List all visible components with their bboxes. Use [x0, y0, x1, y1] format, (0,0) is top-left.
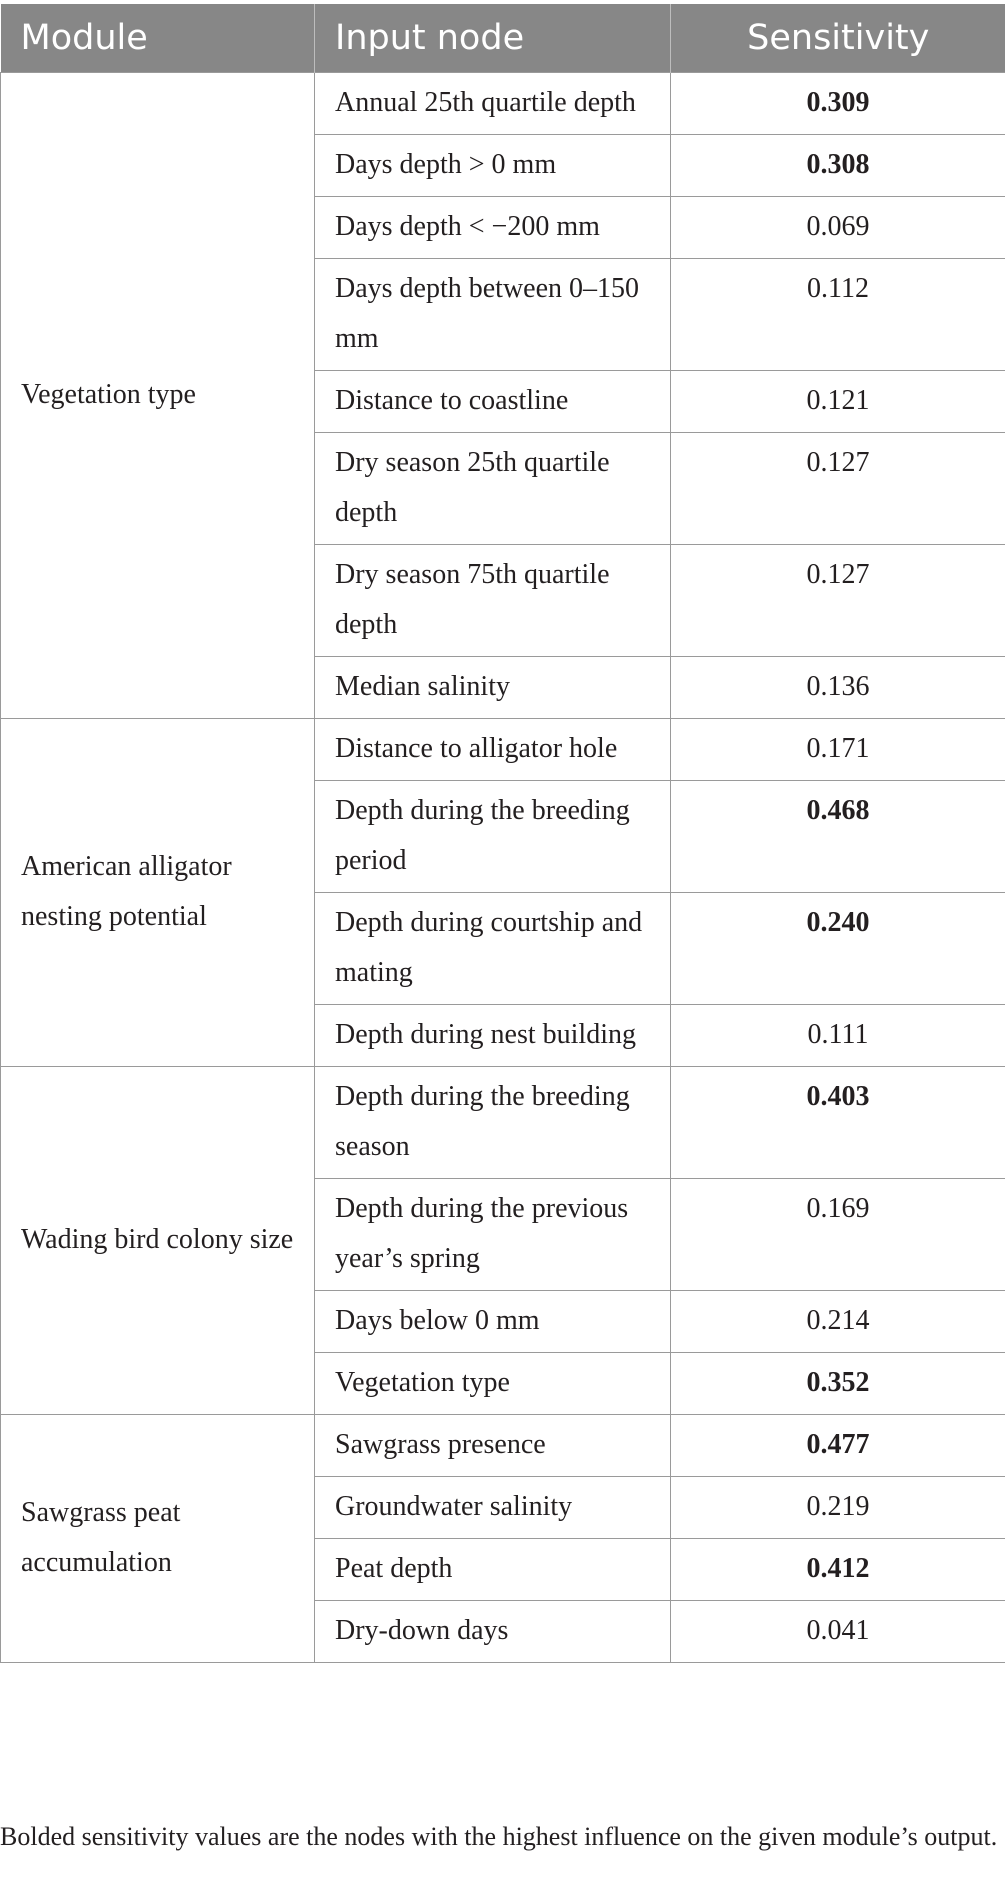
input-node-cell: Distance to alligator hole — [315, 719, 671, 781]
header-sensitivity: Sensitivity — [671, 4, 1005, 73]
sensitivity-table — [0, 4, 1005, 1663]
sensitivity-cell: 0.468 — [671, 781, 1005, 893]
sensitivity-cell: 0.309 — [671, 73, 1005, 135]
table-row — [1, 1415, 1005, 1477]
table-header-row — [1, 4, 1005, 73]
input-node-cell: Median salinity — [315, 657, 671, 719]
input-node-cell: Peat depth — [315, 1539, 671, 1601]
sensitivity-cell: 0.127 — [671, 545, 1005, 657]
input-node-cell: Days below 0 mm — [315, 1291, 671, 1353]
input-node-cell: Annual 25th quartile depth — [315, 73, 671, 135]
sensitivity-cell: 0.127 — [671, 433, 1005, 545]
input-node-cell: Sawgrass presence — [315, 1415, 671, 1477]
input-node-cell: Dry season 25th quartile depth — [315, 433, 671, 545]
sensitivity-cell: 0.412 — [671, 1539, 1005, 1601]
input-node-cell: Dry-down days — [315, 1601, 671, 1663]
input-node-cell: Days depth between 0–150 mm — [315, 259, 671, 371]
sensitivity-cell: 0.112 — [671, 259, 1005, 371]
input-node-cell: Depth during the breeding period — [315, 781, 671, 893]
sensitivity-cell: 0.352 — [671, 1353, 1005, 1415]
input-node-cell: Distance to coastline — [315, 371, 671, 433]
input-node-cell: Depth during the previous year’s spring — [315, 1179, 671, 1291]
header-input-node: Input node — [315, 4, 671, 73]
sensitivity-cell: 0.111 — [671, 1005, 1005, 1067]
sensitivity-cell: 0.171 — [671, 719, 1005, 781]
input-node-cell: Groundwater salinity — [315, 1477, 671, 1539]
sensitivity-cell: 0.136 — [671, 657, 1005, 719]
input-node-cell: Days depth > 0 mm — [315, 135, 671, 197]
sensitivity-cell: 0.041 — [671, 1601, 1005, 1663]
sensitivity-cell: 0.240 — [671, 893, 1005, 1005]
sensitivity-cell: 0.219 — [671, 1477, 1005, 1539]
input-node-cell: Depth during courtship and mating — [315, 893, 671, 1005]
input-node-cell: Depth during the breeding season — [315, 1067, 671, 1179]
input-node-cell: Dry season 75th quartile depth — [315, 545, 671, 657]
table-row — [1, 73, 1005, 135]
header-module: Module — [1, 4, 315, 73]
input-node-cell: Depth during nest building — [315, 1005, 671, 1067]
table-footnote: Bolded sensitivity values are the nodes with the highest influence on the given module’s output. — [0, 1822, 998, 1851]
sensitivity-cell: 0.308 — [671, 135, 1005, 197]
sensitivity-cell: 0.214 — [671, 1291, 1005, 1353]
input-node-cell: Vegetation type — [315, 1353, 671, 1415]
module-cell: Wading bird colony size — [1, 1067, 315, 1415]
module-cell: Vegetation type — [1, 73, 315, 719]
module-cell: Sawgrass peat accumulation — [1, 1415, 315, 1663]
table-row — [1, 1067, 1005, 1179]
sensitivity-table-container — [0, 4, 1005, 1663]
table-body — [1, 73, 1005, 1663]
module-cell: American alligator nesting potential — [1, 719, 315, 1067]
sensitivity-cell: 0.169 — [671, 1179, 1005, 1291]
input-node-cell: Days depth < −200 mm — [315, 197, 671, 259]
table-row — [1, 719, 1005, 781]
sensitivity-cell: 0.069 — [671, 197, 1005, 259]
sensitivity-cell: 0.477 — [671, 1415, 1005, 1477]
sensitivity-cell: 0.403 — [671, 1067, 1005, 1179]
sensitivity-cell: 0.121 — [671, 371, 1005, 433]
